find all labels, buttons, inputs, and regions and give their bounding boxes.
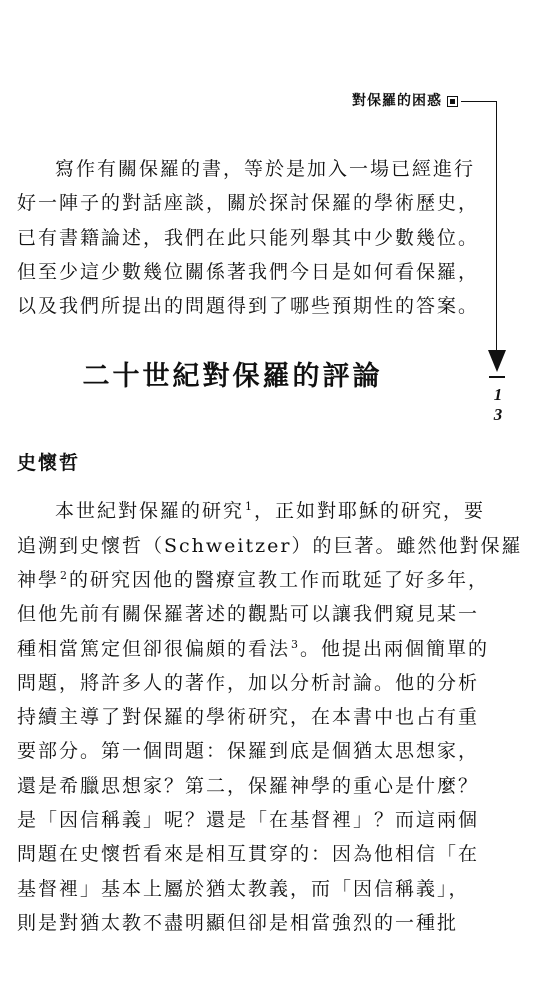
intro-line: 好一陣子的對話座談，關於探討保羅的學術歷史， (17, 192, 480, 214)
arrow-base-rule (489, 376, 505, 378)
body-line: 要部分。第一個問題：保羅到底是個猶太思想家， (17, 740, 480, 762)
intro-line: 但至少這少數幾位關係著我們今日是如何看保羅， (17, 261, 480, 283)
down-arrow-icon (488, 350, 506, 372)
page-number-digit-2: 3 (493, 405, 503, 424)
margin-rule-vertical (496, 101, 497, 357)
intro-line: 寫作有關保羅的書，等於是加入一場已經進行 (55, 158, 476, 180)
body-line: 神學$^2$的研究因他的醫療宣教工作而耽延了好多年， (17, 568, 490, 591)
intro-line: 以及我們所提出的問題得到了哪些預期性的答案。 (17, 295, 480, 317)
body-line: 基督裡」基本上屬於猶太教義，而「因信稱義」， (17, 878, 470, 900)
footnote-ref: 2 (60, 568, 70, 582)
body-line: 問題，將許多人的著作，加以分析討論。他的分析 (17, 672, 480, 694)
body-line: 問題在史懷哲看來是相互貫穿的：因為他相信「在 (17, 843, 480, 865)
body-line: 是「因信稱義」呢？還是「在基督裡」？而這兩個 (17, 809, 480, 831)
body-line: 持續主導了對保羅的學術研究，在本書中也占有重 (17, 706, 480, 728)
body-line: 還是希臘思想家？第二，保羅神學的重心是什麼？ (17, 775, 480, 797)
section-title: 二十世紀對保羅的評論 (82, 361, 383, 392)
intro-line: 已有書籍論述，我們在此只能列舉其中少數幾位。 (17, 227, 480, 249)
footnote-ref: 1 (245, 499, 255, 513)
body-line: 種相當篤定但卻很偏頗的看法$^3$。他提出兩個簡單的 (17, 637, 490, 660)
page-number (488, 385, 508, 425)
body-line: 則是對猶太教不盡明顯但卻是相當強烈的一種批 (17, 912, 459, 934)
body-line: 但他先前有關保羅著述的觀點可以讓我們窺見某一 (17, 603, 480, 625)
header-rule-horizontal (461, 101, 497, 102)
subsection-title: 史懷哲 (17, 452, 81, 474)
body-line: 本世紀對保羅的研究$^1$，正如對耶穌的研究，要 (55, 499, 486, 522)
page-number-digit-1: 1 (493, 385, 503, 404)
header-square-icon (447, 96, 458, 107)
body-line: 追溯到史懷哲（Schweitzer）的巨著。雖然他對保羅 (17, 535, 523, 557)
footnote-ref: 3 (291, 637, 301, 651)
running-header: 對保羅的困惑 (352, 93, 442, 109)
